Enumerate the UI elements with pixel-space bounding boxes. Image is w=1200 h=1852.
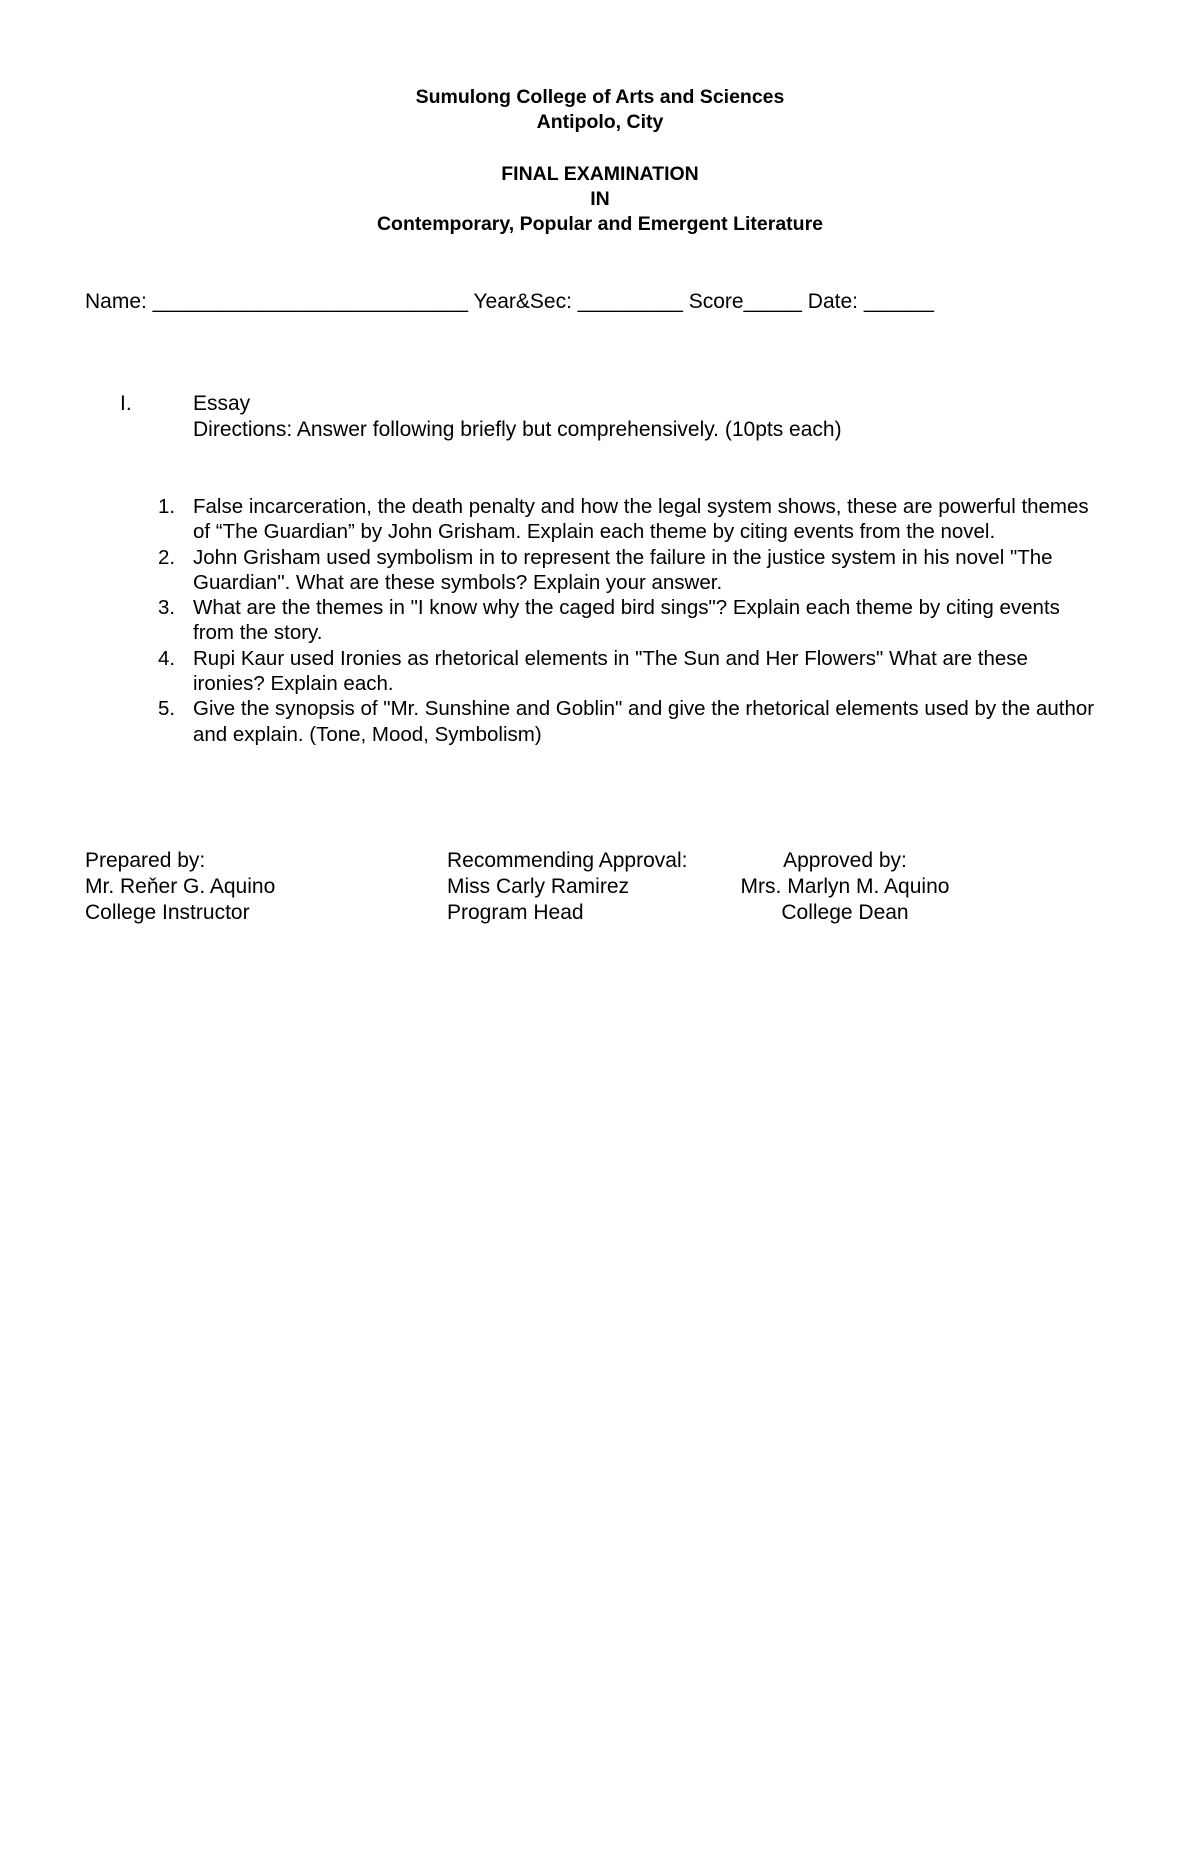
section-directions: Directions: Answer following briefly but comprehensively. (10pts each): [193, 418, 842, 441]
school-location: Antipolo, City: [536, 111, 664, 133]
recommending-label: Recommending Approval:: [447, 849, 688, 872]
recommending-name: Miss Carly Ramirez: [447, 875, 630, 898]
student-info-line: Name: ___________________________ Year&Sec: _________ Score_____ Date: ______: [85, 290, 934, 313]
school-name: Sumulong College of Arts and Sciences: [415, 86, 785, 108]
question-text: Give the synopsis of "Mr. Sunshine and Goblin" and give the rhetorical elements used by the author and explain. (Tone, Mood, Symbolism): [193, 697, 1095, 746]
question-number: 5.: [158, 697, 176, 721]
recommending-block: [447, 848, 687, 926]
question-number: 2.: [158, 545, 176, 569]
question-list: [150, 494, 1100, 747]
question-text: False incarceration, the death penalty and how the legal system shows, these are powerful themes of “The Guardian” by John Grisham. Explain each theme by citing events from the novel.: [193, 495, 1089, 544]
question-text: John Grisham used symbolism in to represent the failure in the justice system in his novel "The Guardian". What are these symbols? Explain your answer.: [193, 545, 1053, 594]
question-number: 3.: [158, 596, 176, 620]
approved-by-block: [735, 848, 955, 926]
prepared-by-name: Mr. Reňer G. Aquino: [85, 875, 276, 898]
approved-by-role: College Dean: [781, 901, 909, 924]
prepared-by-block: [85, 848, 275, 926]
question-text: What are the themes in "I know why the caged bird sings"? Explain each theme by citing events from the story.: [193, 596, 1060, 645]
approved-by-name: Mrs. Marlyn M. Aquino: [740, 875, 950, 898]
section-title: Essay: [193, 392, 251, 415]
question-item: [150, 545, 1100, 596]
prepared-by-role: College Instructor: [85, 901, 250, 924]
question-number: 1.: [158, 495, 176, 518]
question-number: 4.: [158, 646, 176, 670]
question-item: [150, 494, 1100, 545]
question-text: Rupi Kaur used Ironies as rhetorical elements in "The Sun and Her Flowers" What are these ironies? Explain each.: [193, 646, 1028, 696]
exam-title: FINAL EXAMINATION: [501, 163, 699, 185]
exam-in: IN: [590, 188, 610, 210]
course-title: Contemporary, Popular and Emergent Literature: [376, 213, 824, 235]
school-header: [0, 85, 1200, 135]
question-item: [150, 696, 1100, 747]
exam-header: [0, 162, 1200, 237]
section-number: I.: [120, 392, 132, 415]
question-item: [150, 646, 1100, 697]
recommending-role: Program Head: [447, 901, 584, 924]
approved-by-label: Approved by:: [783, 849, 907, 872]
prepared-by-label: Prepared by:: [85, 849, 206, 872]
question-item: [150, 595, 1100, 646]
